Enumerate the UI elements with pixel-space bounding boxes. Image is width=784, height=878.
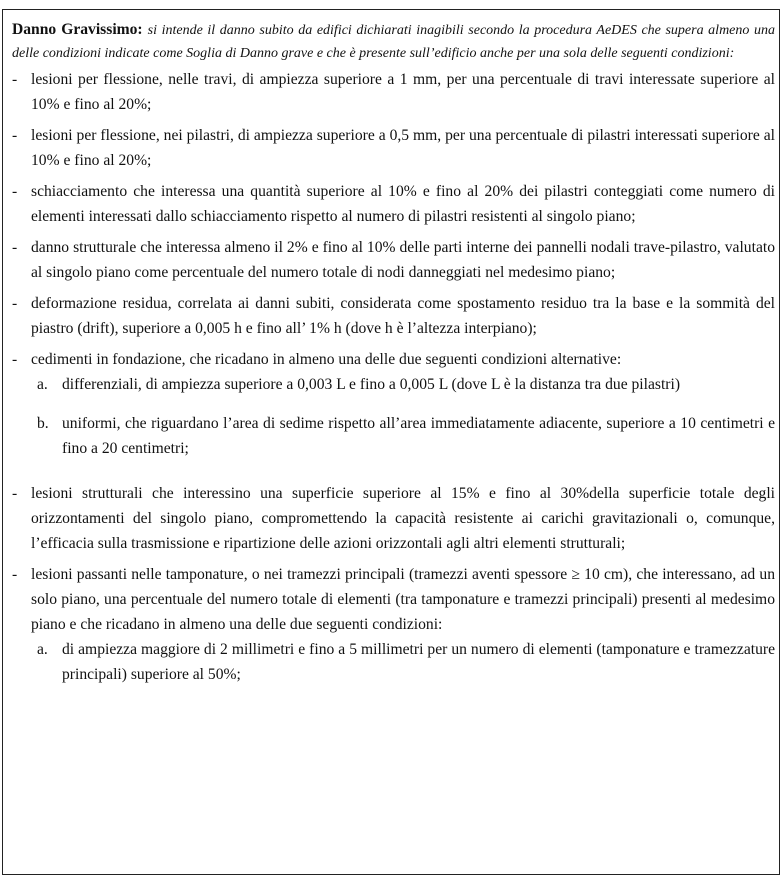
sub-list	[31, 372, 775, 461]
sub-list-item	[31, 411, 775, 461]
intro-paragraph	[12, 19, 775, 64]
bullet-dash: -	[12, 295, 18, 312]
list-item-text: lesioni per flessione, nei pilastri, di ampiezza superiore a 0,5 mm, per una percentuale di pilastri interessati superiore al 10% e fino al 20%;	[31, 127, 775, 169]
list-item	[12, 235, 775, 285]
sub-list	[31, 637, 775, 687]
list-item	[12, 347, 775, 461]
list-item-text: schiacciamento che interessa una quantità superiore al 10% e fino al 20% dei pilastri conteggiati come numero di elementi interessati dallo schiacciamento rispetto al numero di pilastri resistenti al singolo piano;	[31, 183, 775, 225]
list-item-text: lesioni strutturali che interessino una superficie superiore al 15% e fino al 30%della superficie totale degli orizzontamenti del singolo piano, compromettendo la capacità resistente ai carichi gravitazionali o, comunque, l’efficacia sulla trasmissione e ripartizione delle azioni orizzontali agli altri elementi strutturali;	[31, 485, 775, 552]
sub-item-text: di ampiezza maggiore di 2 millimetri e fino a 5 millimetri per un numero di elementi (tamponature e tramezzature principali) superiore al 50%;	[62, 641, 775, 683]
list-item-text: lesioni passanti nelle tamponature, o nei tramezzi principali (tramezzi aventi spessore ≥ 10 cm), che interessano, ad un solo piano, una percentuale del numero totale di elementi (tra tamponature e tramezzi principali) presenti al medesimo piano e che ricadano in almeno una delle due seguenti condizioni:	[31, 566, 775, 633]
intro-title: Danno Gravissimo:	[12, 21, 143, 38]
list-item-text: deformazione residua, correlata ai danni subiti, considerata come spostamento residuo tra la base e la sommità del piastro (drift), superiore a 0,005 h e fino all’ 1% h (dove h è l’altezza interpiano);	[31, 295, 775, 337]
intro-description: si intende il danno subito da edifici dichiarati inagibili secondo la procedura AeDES che supera almeno una delle condizioni indicate come Soglia di Danno grave e che è presente sull’edificio anche per una sola delle seguenti condizioni:	[12, 23, 775, 61]
bullet-dash: -	[12, 183, 18, 200]
sub-item-letter: a.	[37, 641, 48, 658]
bullet-dash: -	[12, 127, 18, 144]
list-item	[12, 179, 775, 229]
list-item	[12, 67, 775, 117]
sub-item-text: uniformi, che riguardano l’area di sedime rispetto all’area immediatamente adiacente, superiore a 10 centimetri e fino a 20 centimetri;	[62, 415, 775, 457]
bullet-dash: -	[12, 566, 18, 583]
sub-item-text: differenziali, di ampiezza superiore a 0,003 L e fino a 0,005 L (dove L è la distanza tra due pilastri)	[62, 376, 681, 393]
definition-box	[2, 9, 780, 875]
bullet-dash: -	[12, 239, 18, 256]
conditions-list	[12, 67, 775, 687]
bullet-dash: -	[12, 351, 18, 368]
bullet-dash: -	[12, 71, 18, 88]
list-item-text: danno strutturale che interessa almeno il 2% e fino al 10% delle parti interne dei pannelli nodali trave-pilastro, valutato al singolo piano come percentuale del numero totale di nodi danneggiati nel medesimo piano;	[31, 239, 775, 281]
sub-item-letter: a.	[37, 376, 48, 393]
sub-list-item	[31, 637, 775, 687]
list-item-text: cedimenti in fondazione, che ricadano in almeno una delle due seguenti condizioni alternative:	[31, 351, 622, 368]
list-item	[12, 291, 775, 341]
sub-list-item	[31, 372, 775, 397]
list-item	[12, 562, 775, 687]
list-item	[12, 481, 775, 556]
bullet-dash: -	[12, 485, 18, 502]
sub-item-letter: b.	[37, 415, 49, 432]
list-item	[12, 123, 775, 173]
list-item-text: lesioni per flessione, nelle travi, di ampiezza superiore a 1 mm, per una percentuale di travi interessate superiore al 10% e fino al 20%;	[31, 71, 775, 113]
